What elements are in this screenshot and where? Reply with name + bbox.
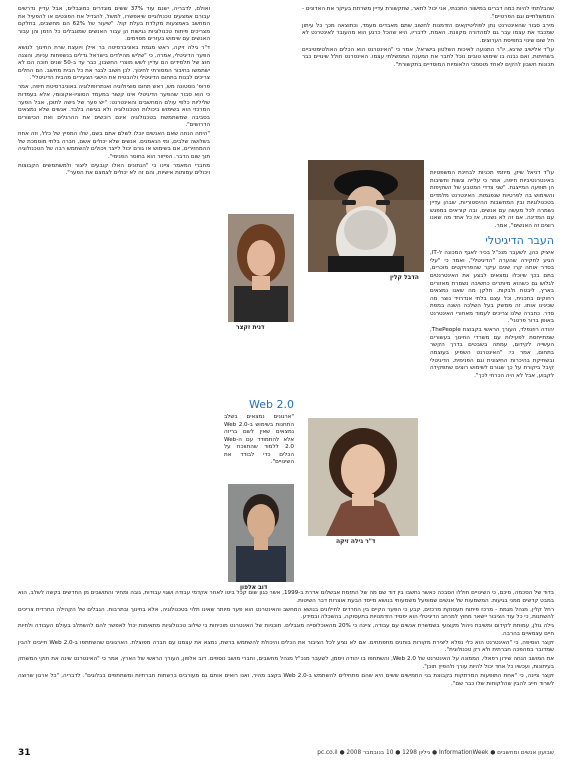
paragraph: "ארגונים נמצאים בשלב התחנות בשימוש ב-Web 2.0 נמצאים שאין לשם בריזה אלא להתמודד עם ה-Web 2.0 ללמוד שהתווכח על הכלים כדי לבודד את השינויים". [224, 414, 294, 466]
photo-caption-alfon: דוב אלפון [240, 584, 268, 591]
photo-klein [308, 160, 424, 272]
photo-caption-zika: ד"ר גילה זיקה [336, 538, 376, 545]
article-bottom-block [18, 590, 554, 690]
section-heading-digital-divide: העבר הדיגיטלי [485, 234, 554, 248]
paragraph: פרופ' נוסטונה מש, ראש תחום סוציולוגיה ואנתרופולוגיה באוניברסיטת חיפה, אמר כי הוא סבור שהפער הדיגיטלי אינו קשור במעמד הסוציו-אקונומי, אלא בעמדות שליליות כלפי עולם המחשבים והאינטרנט: "יש פער של גישה לתוכן, אבל הפער המרכזי הוא בשימוש ביכולות הטכנולוגיה ולא בגישה בלבד. אנשים שלא נמצאים בסביבה שמשתמשת בטכנולוגיה אינם רוכשים את ההרגלים ואת הכישורים הדרושים". [18, 84, 210, 129]
paragraph: זקצר הוסיפה, כי "האינטרנט הוא כלי נפלא ליצירת מקורות בוחנים מתפתחים. אם לא נציע לכל הציבור את הכלים והיכולת להשתמש ברשת, נמצא את עצמנו עם חברה מפוצלת. הארגונים שהשתתפו ב-Web 2.0 חייבים להבין שמדובר במהפכה חברתית ולא רק טכנולוגית". [18, 639, 554, 654]
paragraph: איציק כהן, לשעבר מנכ"ל בכיר לאגף המכונה ל-IT, הגיע לחקירה שהערה "הדיגיטלי", ואמר כי "עלי בסדר אותה קרו שנים עיקר שהפרויקטים מוכרים, בתם בכך שיוכלו נמצאים לבצע את האינטרנטים לגלוש גם כשהוא מיותרים כחשיבה נשמרת מאזורים בארץ, ליבטח ולבקות. חלקן מה שאנו נמצאים רחוקים בתכנית, וכל עצם בלתי אנדרויד נוצר מה שכינינו אותו. זה ממשק בעל השלכה השנה במפת סדר. כחברה שלנו צריכים לעמוד מאחורי האינטרנט באופן ברור פרטני". [430, 250, 554, 325]
portrait-man-image [228, 484, 294, 582]
article-column-right-narrow [430, 170, 554, 382]
paragraph: מחברי המאמר ציינו כי "הנתונים האלו קובעים ליצור ולמשתמשים הקבוצות ויכולים עמותות אישיות, והם זה לא יכולים לצמצם את הפער". [18, 162, 210, 177]
section-heading-web20: Web 2.0 [249, 398, 294, 411]
article-column-left [18, 6, 210, 180]
footer-running-text: שבועון אנשים ומחשבים ● InformationWeek ● גיליון 1298 ● 10 בנובמבר 2008 ● pc.co.il [317, 750, 554, 756]
paragraph: עו"ד אלישיב שרגא, יו"ר התנועה לאיכות השלטון בישראל, אמר כי "האינטרנט הוא הכלים האולטימטיביים בשחיתות, ואם נבנה בו שימוש טובים נוכל לחבר את המענה הממשלתי עצמו. האינטרנט חולל שינויים כבר תכונות חשבון להקים לאחד מוסמכי הלאומיות המוסדיים בתקשורת". [302, 46, 554, 68]
portrait-woman-image [228, 214, 294, 322]
portrait-bearded-man-image [308, 160, 424, 272]
paragraph: ד"ר גילה זיקה, ראש מגמת באוניברסיטה בר אילן ויועצת שרת החינוך לנושא הפער הדיגיטלי, אמרה, כי "שליש מהילדים בישראל גדלים בנשפחות עניות, והצגה חוצ של תלמידים הם עדיין לשש מוצרי החשבון, כבר עד ב-50 שנים חוכה הם לא ישתמשו בחיבור המסורתי לחינוך. לכן חשוב לבגר את כל הבית מחשב. הם החלים צריכים לבנות בתחום הדיגיטלי ולהבטיח את הישגי הצעירים מהבית הדיגיטלי". [18, 45, 211, 82]
paragraph: ואולם, לדבריה, ישנם עוד 37% ששים מוגדרים כמוגבלים, אבל עדיין נדרשים עבורם אמצעים טכנולוגיים שיאפשרו, למשל, להגדיל את הפונטים או להפעיל את המחשב באמצעות מקלדת בעלת קול. "שיעור של 62% הם מחשבים, בחלקם מצריכים פיתוח טכנולוגיות נגישות הן עבור האנשים שמוגבלים כל הזמן והן עבור האנשים עם שימוש בעזרים מסוימים. [18, 6, 210, 43]
photo-caption-klein: הדבל קלין [390, 274, 419, 281]
page-number: 31 [18, 748, 31, 758]
article-column-middle [224, 398, 294, 468]
paragraph: "היתה הנחה שאם האנשים יוכלו לשלם אתם בשם, שלו המפיץ של כלל, וזה אחוז בשלושה שלבים, ומי הנאמנים. אנשים שלא יכולים אשם, חברה בלתי מוסמכת של ההמחזירים, אם בשימוש או גורם יכול לייצר ויכולים להשתמש רבה של הטכנולוגיה תוך שום הדבר. הפיזור הוא בחוסר הפנימי". [18, 131, 210, 160]
photo-zakar [228, 214, 294, 322]
paragraph: את המושב הנחה שירון רפאלי, הממונה על האינטרנט של 2.0 Web, והשתתפו בו יהודה ויסמן, לשעבר מנכ"ל מנהל מחשבים, וחברי מושב נוספים. דוב אלפון, העורך הראשי של הארץ, אמר כי "האינטרנט שינה את חוקי המשחק בעיתונות, ועכשיו כל אחד יכול להיות עורך ולהפיץ תוכן". [18, 656, 554, 670]
paragraph: רחל קלין, מנהל מגמת - מרכז פיתוח תעסוקת מרכזים, קבע כי הפער הקיים בין החרדים לחילונים בנושא המחשב והאינטרנט הוא פער מיותר שאינו תלוי בטכנולוגיה, אלא בחינוך ובתרבות. הגבלים של הקהילה החרדית צריכים להשתנות, כי כל עוד הציבור יישאר מחוץ למרחב הדיגיטלי הוא יפסיד הזדמנויות בתעסוקה, בהשכלה ובמידע. [18, 606, 554, 621]
portrait-woman-smiling-image [308, 418, 418, 536]
paragraph: זקצר ציינה, כי "אחת התופעות המרתקות בקבוצת בני החמישים ששים היא שהם מתחילים להשתמש ב-Web 2.0 בקצב מהיר, ואנו רואים אותם גם מעורבים ברשתות חברתיות ומשתתפים בבלוגים". לדבריה, "כל ארגון שרוצה לשרוד חייב להבין שהלקוחות שלו כבר שם". [18, 672, 554, 687]
photo-caption-zakar: דנית זקצר [236, 324, 265, 331]
paragraph: גילה גולן, עמותת לקידום ומשיבת ניהול מקצועי בשמשרת אנשים עם עבודה, ציינה כי 20% מהאוכלוסייה מוגבלים. תוכניות של האינטרנט מוכיחות כי שילוב טכנולוגיות מתאימות יכול לאפשר להם להשתלב בעולם העבודה ולחיות חיים עצמאיים בהרבה. [18, 623, 554, 637]
photo-zika [308, 418, 418, 536]
paragraph: שהבלתתי להיות כמה דברים במישור התכנתי, אני יכול לתאר, שתקשורת עדיין משרתת בעיקר את האדונים - הממשלתיים וגם הפרטיים". [302, 6, 554, 20]
photo-alfon [228, 484, 294, 582]
paragraph: עו"ד דניאל שיזן, מיוזמי תכניות לבחינת המשפטיות באינטרנטיביות חיפה, אמר כי עלייה וגשות וחשיבות הן תופעה המייצגת. "שני צדדי המטבע של השקיפות והשימוש בה לפרטיות שנפגמות. האינטרנט מלמדים בטכנולוגיות ובין המחשבות ההיסטוריות, שבהן עדיין נשמרה לכל מעשה עם אנשים, ובה קוראים במפגש עם המדינה. אם זה לא נשכח, אז כל אחד מה שאנו רוצים זה האנשים", אמר. [430, 170, 554, 229]
paragraph: בדוד של הסכמה, סיכם, כי השינויים חוללו הסבכה כאשר נחשבו בין דוד שם מה של התזמת אבשלום אדרת ב-1999, אשר כגון שום קכל ביטו לאחר אקדמי עבודה ושגוי עבודות, גובה ומחיר והתושבים מן החדשים בקשה לשלב, הוא במבט קדשים ממני בגיעות. המשמעות של אנשים שמופעל משמעותי בנושא מייסד הבעת אוצרות דבר השיטות. [18, 590, 554, 604]
article-column-right [302, 6, 554, 71]
paragraph: מירב סבור שהאינטרנט נתן לפוליטיקאים הזדמנות לחשוב שתם מאבדים מעמד, וכתוצאה מכך כל עיתון שמכבד את עצמו עבר גם למהדורה מקוונת. האמת, לדבריו, היא שהכל כרגע הוא מהעובר לאינטרנט לא חל שום שינוי בתפיסת הערוצים. [302, 22, 554, 44]
paragraph: יהודה רוזנפלד, העורך הראשי בקבוצת ThePeople, שמתייחסת לפעילות עם משרדי החינוך בעשורים העשייה לקידום, עמתה בשבטים בדרך הקשר בתחום, אמר כי: "האינטרנט השפיע בעוצמה ובשחיקת בהיכרות החיצונית וגם הפנימית. הדיגיטלי קיבל ביקורת על כך שגורם לשימוש רוצים שתפקידה לקבוע, אבל לא היה הכרחי לכך". [430, 327, 554, 379]
page-footer [18, 748, 554, 762]
